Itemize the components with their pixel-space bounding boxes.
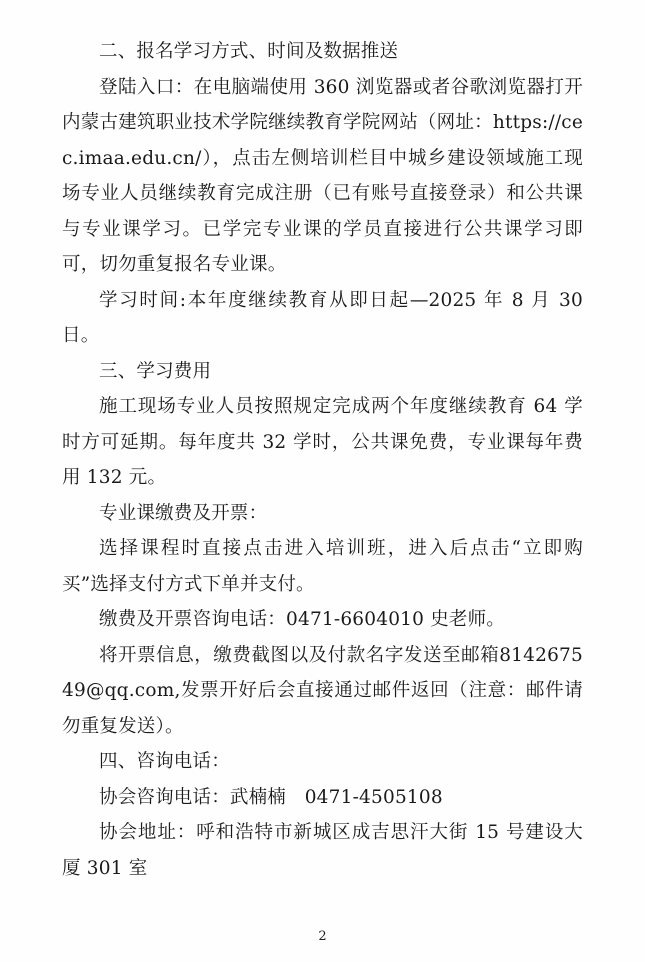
paragraph-association-address: 协会地址：呼和浩特市新城区成吉思汗大街 15 号建设大厦 301 室	[62, 822, 583, 879]
section-heading-two: 二、报名学习方式、时间及数据推送	[99, 41, 399, 62]
section-heading-three: 三、学习费用	[99, 360, 212, 382]
paragraph-registration-entry: 登陆入口：在电脑端使用 360 浏览器或者谷歌浏览器打开内蒙古建筑职业技术学院继续教育学院网站（网址：https://cec.imaa.edu.cn/），点击左侧培训栏目中城乡建设领域施工现场专业人员继续教育完成注册（已有账号直接登录）和公共课与专业课学习。已学完专业课的学员直接进行公共课学习即可，切勿重复报名专业课。	[62, 76, 583, 275]
paragraph-invoice-email: 将开票信息，缴费截图以及付款名字发送至邮箱814267549@qq.com,发票开好后会直接通过邮件返回（注意：邮件请勿重复发送）。	[62, 644, 583, 737]
paragraph-payment-invoice-label: 专业课缴费及开票：	[99, 502, 268, 524]
section-heading-four: 四、咨询电话：	[99, 751, 230, 772]
paragraph-fee-details: 施工现场专业人员按照规定完成两个年度继续教育 64 学时方可延期。每年度共 32 学时，公共课免费，专业课每年费用 132 元。	[62, 396, 583, 488]
page-number: 2	[318, 929, 327, 944]
paragraph-invoice-phone: 缴费及开票咨询电话：0471-6604010 史老师。	[99, 609, 506, 630]
paragraph-association-phone: 协会咨询电话：武楠楠 0471-4505108	[99, 786, 443, 808]
paragraph-study-period: 学习时间:本年度继续教育从即日起—2025 年 8 月 30 日。	[62, 289, 583, 346]
paragraph-purchase-steps: 选择课程时直接点击进入培训班，进入后点击“立即购买”选择支付方式下单并支付。	[62, 538, 583, 595]
